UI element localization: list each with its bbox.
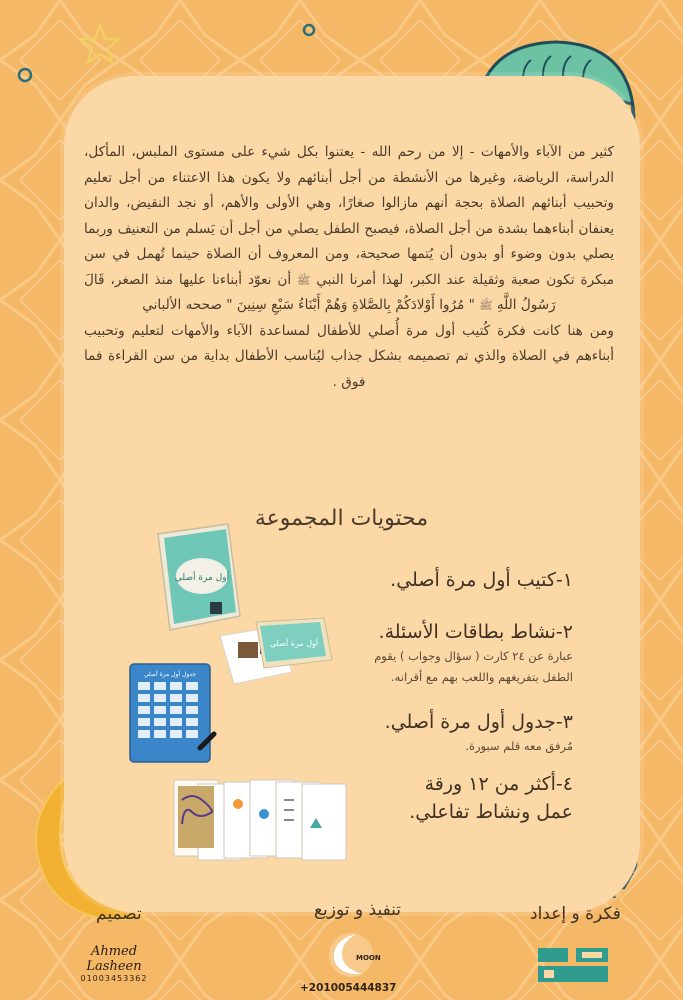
idea-label: فكرة و إعداد <box>530 904 621 924</box>
chart-cover-title: جدول أول مرة أصلي <box>143 671 197 678</box>
designer-signature: Ahmed Lasheen 01003453362 <box>80 944 148 983</box>
star-icon <box>78 22 122 66</box>
phone-number: +201005444837 <box>300 982 397 994</box>
publisher-logo <box>536 944 610 986</box>
item-title: ٤-أكثر من ١٢ ورقة عمل ونشاط تفاعلي. <box>409 773 573 823</box>
question-cards-image <box>216 616 338 688</box>
contents-title: محتويات المجموعة <box>254 506 429 531</box>
dot-icon <box>16 66 34 84</box>
item-description: مُرفق معه قلم سبورة. <box>465 739 573 753</box>
book-cover-title: أول مرة أصلي <box>174 573 230 583</box>
item-description: عبارة عن ٢٤ كارت ( سؤال وجواب ) يقوم الطفل بتفريغهم واللعب بهم مع أقرانه. <box>374 649 573 684</box>
content-item-3 <box>343 708 573 757</box>
content-item-1 <box>313 566 573 594</box>
prophet-mark: ﷺ <box>479 299 493 312</box>
intro-paragraph-1: كثير من الآباء والأمهات - إلا من رحم الله - يعتنوا بكل شيء على مستوى الملبس، المأكل، الدراسة، الرياضة، وغيرها من الأنشطة من أجل أبنائهم ولا يكون هذا الاعتناء من أجل تعليم وتحبيب أبنائهم الصلاة بحجة أنهم مازالوا صغارًا، وهي الأولى والأهم، أو نجد النقيض، والدان يعنفان أبناءهما بشدة من أجل الصلاة، فيصبح الطفل يصلي من أجل أن يَسلم من التعنيف وربما يصلي بدون وضوء أو بدون أن يُتمها صحيحة، ومن المعروف أن الصلاة حينما تُهمل في سن مبكرة تكون صعبة وثقيلة عند الكبر، لهذا أمرنا النبي ﷺ أن نعوّد أبناءنا عليها منذ الصغر، قَالَ رَسُولُ اللَّهِ ﷺ " مُرُوا أَوْلادَكُمْ بِالصَّلاةِ وَهُمْ أَبْنَاءُ سَبْعِ سِنِينَ " صححه الألباني <box>84 144 614 313</box>
dot-icon <box>301 22 317 38</box>
content-item-2 <box>343 618 573 688</box>
worksheets-image <box>168 770 358 866</box>
prophet-mark: ﷺ <box>297 273 311 287</box>
content-item-4 <box>388 770 573 826</box>
prayer-chart-image <box>126 660 218 770</box>
intro-text <box>84 140 614 395</box>
execution-label: تنفيذ و توزيع <box>314 900 402 920</box>
cards-cover-title: أول مرة أصلي <box>269 639 319 648</box>
design-label: تصميم <box>96 904 142 924</box>
intro-paragraph-2: ومن هنا كانت فكرة كُتيب أول مرة أُصلي للأطفال لمساعدة الآباء والأمهات لتعليم وتحبيب أبناءهم في الصلاة والذي تم تصميمه بشكل جذاب ليُناسب الأطفال بداية من سن القراءة فما فوق . <box>84 322 614 390</box>
hadith-quote: " مُرُوا أَوْلادَكُمْ بِالصَّلاةِ وَهُمْ أَبْنَاءُ سَبْعِ سِنِينَ " صححه الألباني <box>142 297 475 313</box>
moon-logo-text: MOON <box>356 954 381 962</box>
moon-logo <box>326 930 381 980</box>
item-title: ١-كتيب أول مرة أصلي. <box>390 569 573 591</box>
item-title: ٣-جدول أول مرة أصلي. <box>384 711 573 733</box>
item-title: ٢-نشاط بطاقات الأسئلة. <box>378 621 573 643</box>
